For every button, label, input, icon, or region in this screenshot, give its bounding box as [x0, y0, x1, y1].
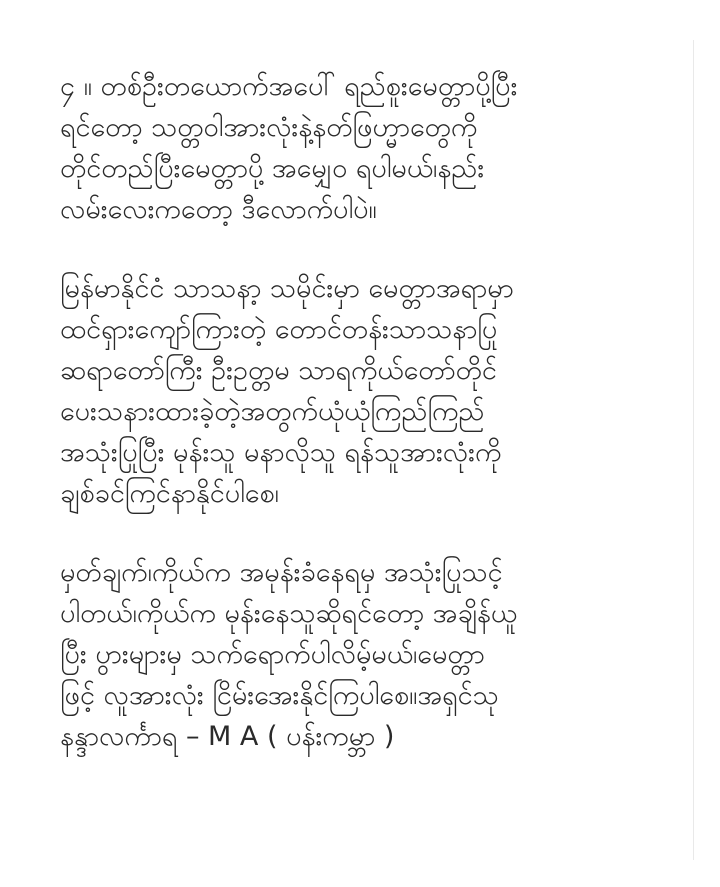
text-line: တိုင်တည်ပြီးမေတ္တာပို့ အမျှေဝ ရပါမယ်၊နည်း [60, 153, 485, 184]
text-line: ပါတယ်၊ကိုယ်က မုန်းနေသူဆိုရင်တော့ အချိန်ယူ [60, 598, 518, 629]
text-line: မှတ်ချက်၊ကိုယ်က အမုန်းခံနေရမှ အသုံးပြုသင့် [60, 557, 503, 588]
text-line: ဖြင့် လူအားလုံး ငြိမ်းအေးနိုင်ကြပါစေ။အရှင်သု [60, 680, 499, 711]
paragraph-note [60, 552, 670, 757]
text-line: ပေးသနားထားခဲ့တဲ့အတွက်ယုံယုံကြည်ကြည် [60, 396, 485, 427]
author-signature-line: နန္ဒာလင်္ကာရ – M A ( ပန်းကမ္ဘာ ) [60, 721, 395, 752]
text-line: ဆရာတော်ကြီး ဦးဥတ္တမ သာရကိုယ်တော်တိုင် [60, 355, 497, 386]
article-body [60, 66, 670, 795]
text-line: ပြီး ပွားများမှ သက်ရောက်ပါလိမ့်မယ်၊မေတ္တာ [60, 639, 485, 670]
text-line: မြန်မာနိုင်ငံ သာသနာ့ သမိုင်းမှာ မေတ္တာအရာမှာ [60, 273, 514, 304]
page-edge-divider [693, 40, 694, 860]
text-line: လမ်းလေးကတော့ ဒီလောက်ပါပဲ။ [60, 194, 377, 225]
text-line: ၄ ။ တစ်ဦးတယောက်အပေါ် ရည်စူးမေတ္တာပို့ပြီး [60, 71, 518, 102]
text-line: ထင်ရှားကျော်ကြားတဲ့ တောင်တန်းသာသနာပြု [60, 314, 498, 345]
paragraph-sayadaw [60, 268, 670, 514]
text-line: ချစ်ခင်ကြင်နာနိုင်ပါစေ၊ [60, 478, 279, 509]
text-line: အသုံးပြုပြီး မုန်းသူ မနာလိုသူ ရန်သူအားလုံးကို [60, 437, 502, 468]
text-line: ရင်တော့ သတ္တဝါအားလုံးနဲ့နတ်ဖြဟ္မာတွေကို [60, 112, 478, 143]
paragraph-metta-method [60, 66, 670, 230]
